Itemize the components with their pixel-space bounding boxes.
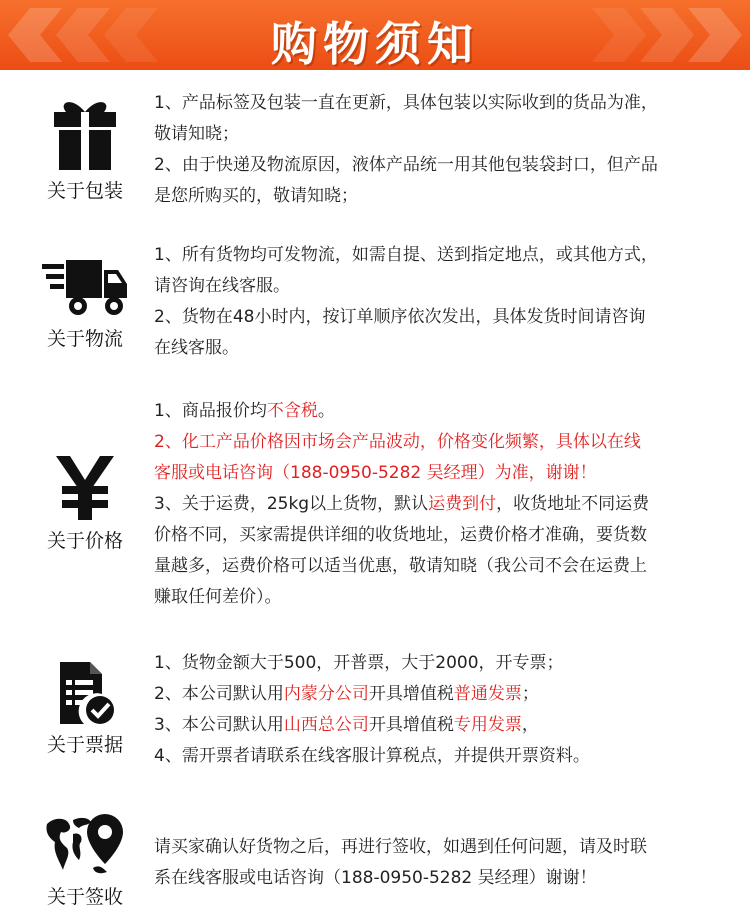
section-label: 关于包装 <box>46 180 123 202</box>
section-label: 关于签收 <box>46 886 123 908</box>
text-line: 2、由于快递及物流原因，液体产品统一用其他包装袋封口，但产品 <box>154 155 658 175</box>
header-banner <box>0 0 750 70</box>
text-segment: ， <box>521 715 539 735</box>
text-line: 量越多，运费价格可以适当优惠，敬请知晓（我公司不会在运费上 <box>154 556 647 576</box>
text-line: 1、产品标签及包装一直在更新，具体包装以实际收到的货品为准， <box>154 93 658 113</box>
text-line: 1、所有货物均可发物流，如需自提、送到指定地点，或其他方式， <box>154 245 658 265</box>
text-line: 请咨询在线客服。 <box>154 276 290 296</box>
text-line: 敬请知晓； <box>154 124 239 144</box>
truck-icon <box>42 258 128 320</box>
highlight-text: 内蒙分公司 <box>283 684 369 704</box>
highlight-text: 专用发票 <box>453 715 522 735</box>
yen-icon <box>54 454 116 522</box>
text-line: 在线客服。 <box>154 338 239 358</box>
section-label: 关于物流 <box>46 328 123 350</box>
text-line <box>154 679 734 710</box>
text-line: 赚取任何差价）。 <box>154 587 282 607</box>
globe-location-icon <box>43 812 127 878</box>
text-segment: ，收货地址不同运费 <box>496 494 650 514</box>
text-segment: 3、本公司默认用 <box>154 715 284 735</box>
text-line: 请买家确认好货物之后，再进行签收，如遇到任何问题，请及时联 <box>154 837 647 857</box>
text-line: 4、需开票者请联系在线客服计算税点，并提供开票资料。 <box>154 746 590 766</box>
text-segment: ； <box>521 684 539 704</box>
text-line: 价格不同，买家需提供详细的收货地址，运费价格才准确，要货数 <box>154 525 647 545</box>
text-segment: 1、商品报价均 <box>154 401 267 421</box>
text-line <box>154 396 734 427</box>
text-segment: 。 <box>317 401 335 421</box>
section-label: 关于价格 <box>46 530 123 552</box>
highlight-text: 运费到付 <box>428 494 497 514</box>
text-segment: 开具增值税 <box>368 684 454 704</box>
section-label: 关于票据 <box>46 734 123 756</box>
text-segment: 开具增值税 <box>368 715 454 735</box>
text-segment: 2、本公司默认用 <box>154 684 284 704</box>
text-segment: 3、关于运费，25kg以上货物，默认 <box>154 494 429 514</box>
text-line <box>154 489 734 520</box>
text-line: 是您所购买的，敬请知晓； <box>154 186 358 206</box>
highlight-text: 普通发票 <box>453 684 522 704</box>
text-line <box>154 710 734 741</box>
highlight-text: 山西总公司 <box>283 715 369 735</box>
highlight-line: 2、化工产品价格因市场会产品波动，价格变化频繁，具体以在线 <box>154 432 641 452</box>
gift-icon <box>50 94 120 172</box>
highlight-text: 不含税 <box>266 401 318 421</box>
text-line: 2、货物在48小时内，按订单顺序依次发出，具体发货时间请咨询 <box>154 307 646 327</box>
text-line: 1、货物金额大于500，开普票，大于2000，开专票； <box>154 653 564 673</box>
page-title: 购物须知 <box>271 17 479 70</box>
highlight-line: 客服或电话咨询（188-0950-5282 吴经理）为准，谢谢！ <box>154 463 597 483</box>
invoice-check-icon <box>54 660 116 726</box>
text-line: 系在线客服或电话咨询（188-0950-5282 吴经理）谢谢！ <box>154 868 597 888</box>
